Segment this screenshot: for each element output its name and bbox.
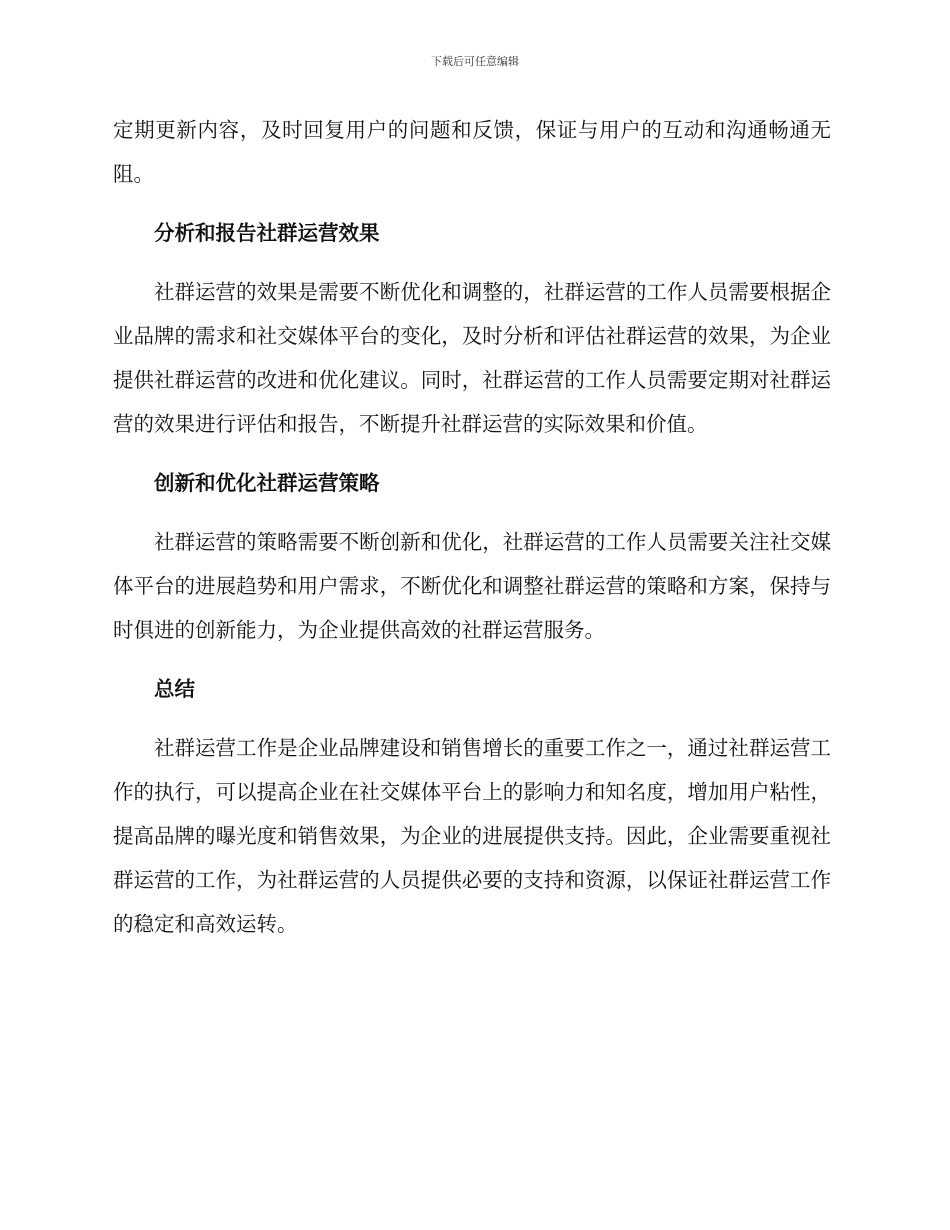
section-heading-strategy: 创新和优化社群运营策略 (154, 471, 380, 495)
page-header: 下载后可任意编辑 (431, 55, 519, 68)
section-heading-analysis: 分析和报告社群运营效果 (154, 221, 380, 245)
paragraph-analysis: 社群运营的效果是需要不断优化和调整的，社群运营的工作人员需要根据企业品牌的需求和社交媒体平台的变化，及时分析和评估社群运营的效果，为企业提供社群运营的改进和优化建议。同时，社群运营的工作人员需要定期对社群运营的效果进行评估和报告，不断提升社群运营的实际效果和价值。 (113, 280, 831, 436)
paragraph-continued: 定期更新内容，及时回复用户的问题和反馈，保证与用户的互动和沟通畅通无阻。 (113, 118, 831, 186)
paragraph-summary: 社群运营工作是企业品牌建设和销售增长的重要工作之一，通过社群运营工作的执行，可以提高企业在社交媒体平台上的影响力和知名度，增加用户粘性，提高品牌的曝光度和销售效果，为企业的进展提供支持。因此，企业需要重视社群运营的工作，为社群运营的人员提供必要的支持和资源，以保证社群运营工作的稳定和高效运转。 (113, 736, 831, 936)
paragraph-strategy: 社群运营的策略需要不断创新和优化，社群运营的工作人员需要关注社交媒体平台的进展趋势和用户需求，不断优化和调整社群运营的策略和方案，保持与时俱进的创新能力，为企业提供高效的社群运营服务。 (113, 530, 831, 642)
section-heading-summary: 总结 (154, 677, 195, 701)
document-body (113, 108, 831, 961)
